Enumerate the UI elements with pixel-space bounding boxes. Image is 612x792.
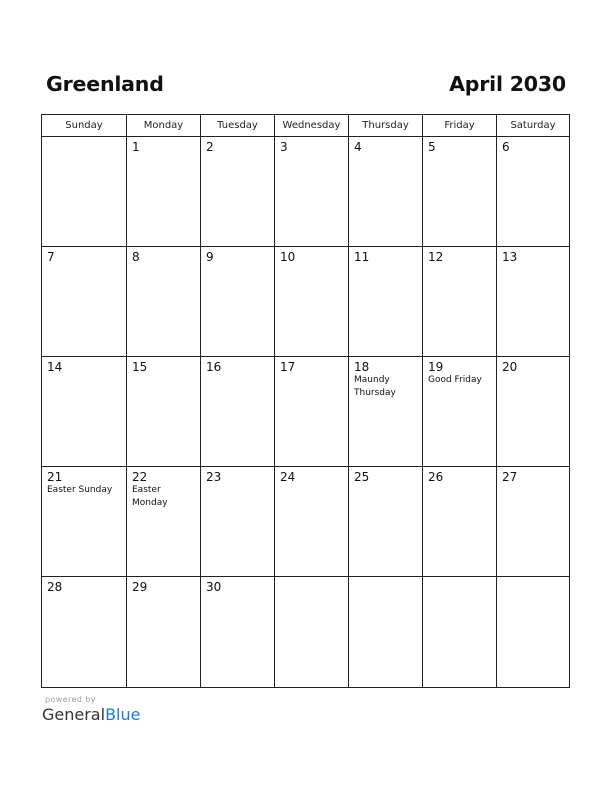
month-year-title: April 2030 (449, 72, 566, 96)
day-cell (497, 137, 569, 247)
day-number: 23 (206, 470, 222, 484)
day-cell (423, 137, 497, 247)
day-number: 8 (132, 250, 140, 264)
day-number: 30 (206, 580, 222, 594)
day-number: 18 (354, 360, 370, 374)
weekday-monday: Monday (127, 115, 201, 137)
holiday-label: Easter Sunday (47, 485, 113, 495)
day-cell (349, 467, 423, 577)
day-number: 15 (132, 360, 148, 374)
holiday-label: Easter Monday (132, 485, 168, 508)
day-cell (127, 247, 201, 357)
day-number: 17 (280, 360, 296, 374)
day-number: 14 (47, 360, 63, 374)
day-cell (201, 467, 275, 577)
day-cell (497, 577, 569, 687)
day-cell (42, 247, 127, 357)
weekday-tuesday: Tuesday (201, 115, 275, 137)
brand-part-blue: Blue (105, 705, 141, 724)
day-cell (423, 357, 497, 467)
day-number: 27 (502, 470, 518, 484)
day-number: 3 (280, 140, 288, 154)
day-cell (275, 467, 349, 577)
day-cell (127, 357, 201, 467)
day-cell (497, 247, 569, 357)
day-number: 28 (47, 580, 63, 594)
weekday-friday: Friday (423, 115, 497, 137)
day-number: 7 (47, 250, 55, 264)
day-cell (275, 357, 349, 467)
day-number: 19 (428, 360, 444, 374)
day-number: 26 (428, 470, 444, 484)
calendar-header (46, 72, 566, 100)
day-number: 2 (206, 140, 214, 154)
day-number: 16 (206, 360, 222, 374)
day-cell (127, 467, 201, 577)
day-number: 21 (47, 470, 63, 484)
weekday-sunday: Sunday (42, 115, 127, 137)
day-cell (201, 357, 275, 467)
weekday-saturday: Saturday (497, 115, 569, 137)
country-title: Greenland (46, 72, 164, 96)
day-number: 13 (502, 250, 518, 264)
day-number: 4 (354, 140, 362, 154)
day-number: 29 (132, 580, 148, 594)
day-number: 25 (354, 470, 370, 484)
day-cell (423, 247, 497, 357)
day-cell (497, 357, 569, 467)
generalblue-logo (42, 705, 140, 724)
day-cell (127, 137, 201, 247)
day-cell (201, 577, 275, 687)
footer-branding (42, 695, 140, 724)
holiday-label: Good Friday (428, 375, 482, 385)
day-cell (349, 357, 423, 467)
holiday-label: Maundy Thursday (354, 375, 396, 398)
day-cell (349, 577, 423, 687)
weekday-wednesday: Wednesday (275, 115, 349, 137)
day-cell (275, 247, 349, 357)
day-cell (349, 137, 423, 247)
brand-part-general: General (42, 705, 106, 724)
day-cell (42, 137, 127, 247)
day-number: 20 (502, 360, 518, 374)
day-cell (423, 577, 497, 687)
day-number: 9 (206, 250, 214, 264)
day-cell (275, 577, 349, 687)
powered-by-label: powered by (45, 695, 96, 704)
day-number: 11 (354, 250, 370, 264)
day-cell (201, 247, 275, 357)
day-cell (42, 357, 127, 467)
day-cell (201, 137, 275, 247)
day-cell (423, 467, 497, 577)
day-cell (42, 467, 127, 577)
day-number: 5 (428, 140, 436, 154)
day-number: 10 (280, 250, 296, 264)
day-number: 1 (132, 140, 140, 154)
month-calendar-grid (41, 114, 570, 688)
day-cell (42, 577, 127, 687)
day-cell (349, 247, 423, 357)
day-number: 24 (280, 470, 296, 484)
day-cell (275, 137, 349, 247)
weekday-thursday: Thursday (349, 115, 423, 137)
day-number: 12 (428, 250, 444, 264)
day-cell (497, 467, 569, 577)
day-number: 22 (132, 470, 148, 484)
day-number: 6 (502, 140, 510, 154)
day-cell (127, 577, 201, 687)
